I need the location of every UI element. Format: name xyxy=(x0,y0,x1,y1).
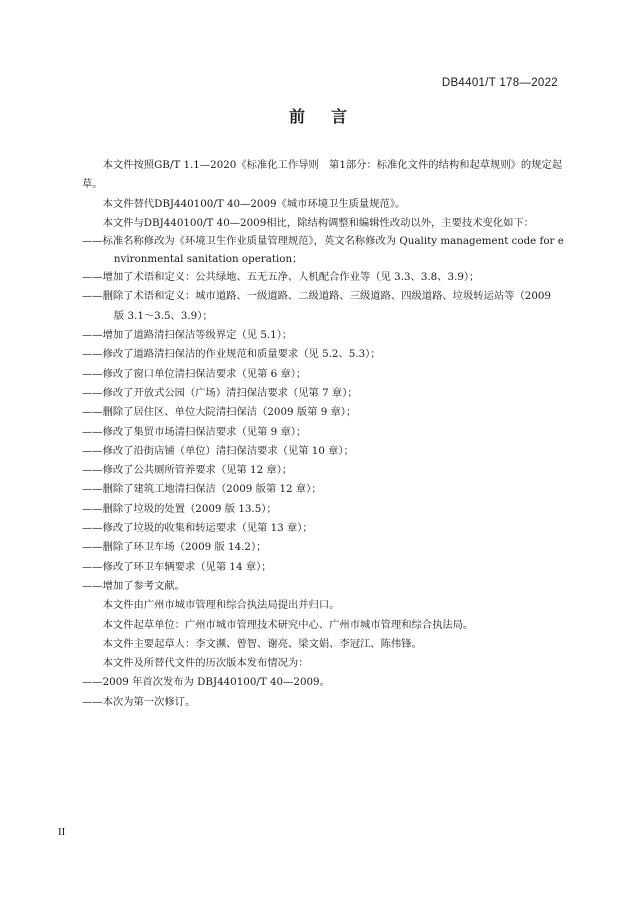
preface-paragraph: 本文件替代DBJ440100/T 40—2009《城市环境卫生质量规范》。 xyxy=(102,197,406,210)
change-list-item: ——删除了建筑工地清扫保洁（2009 版第 12 章）； xyxy=(82,483,322,496)
change-list-item: ——增加了术语和定义：公共绿地、五无五净、人机配合作业等（见 3.3、3.8、3.9）； xyxy=(82,271,480,284)
page-number: II xyxy=(58,826,66,838)
document-code: DB4401/T 178—2022 xyxy=(441,77,558,89)
preface-paragraph: 本文件按照GB/T 1.1—2020《标准化工作导则 第1部分：标准化文件的结构和起草规则》的规定起草。 xyxy=(82,159,563,191)
preface-paragraph: 本文件起草单位：广州市城市管理技术研究中心、广州市城市管理和综合执法局。 xyxy=(102,618,474,631)
change-list-item: ——标准名称修改为《环境卫生作业质量管理规范》，英文名称修改为 Quality management code for environmental sanitation operation； xyxy=(82,235,564,265)
change-list-item: ——修改了开放式公园（广场）清扫保洁要求（见第 7 章）； xyxy=(82,386,358,399)
change-list-item: ——增加了参考文献。 xyxy=(82,579,185,592)
change-list-item: ——2009 年首次发布为 DBJ440100/T 40—2009。 xyxy=(82,676,330,689)
change-list-item: ——修改了公共厕所管养要求（见第 12 章）； xyxy=(82,464,293,477)
change-list-item: ——修改了沿街店铺（单位）清扫保洁要求（见第 10 章）； xyxy=(82,444,354,457)
preface-paragraph: 本文件及所替代文件的历次版本发布情况为： xyxy=(102,657,309,670)
change-list-item: ——修改了环卫车辆要求（见第 14 章）； xyxy=(82,560,272,573)
preface-paragraph: 本文件主要起草人：李文濒、曾智、谢亮、梁文娟、李冠江、陈伟锋。 xyxy=(102,637,422,650)
change-list-item: ——增加了道路清扫保洁等级界定（见 5.1）； xyxy=(82,329,293,342)
preface-paragraph: 本文件与DBJ440100/T 40—2009相比，除结构调整和编辑性改动以外，主要技术变化如下： xyxy=(102,216,534,229)
page-title: 前言 xyxy=(288,107,373,126)
change-list-item: ——删除了居住区、单位大院清扫保洁（2009 版第 9 章）； xyxy=(82,406,357,419)
change-list-item: ——修改了集贸市场清扫保洁要求（见第 9 章）； xyxy=(82,425,307,438)
change-list-item: ——修改了道路清扫保洁的作业规范和质量要求（见 5.2、5.3）； xyxy=(82,348,381,361)
preface-paragraph: 本文件由广州市城市管理和综合执法局提出并归口。 xyxy=(102,599,340,612)
change-list-item: ——删除了垃圾的处置（2009 版 13.5）； xyxy=(82,502,277,515)
change-list-item: ——修改了窗口单位清扫保洁要求（见第 6 章）； xyxy=(82,367,307,380)
change-list-item: ——删除了术语和定义：城市道路、一级道路、二级道路、三级道路、四级道路、垃圾转运站等（2009 版 3.1～3.5、3.9）； xyxy=(82,290,555,322)
preface-body xyxy=(82,156,564,712)
change-list-item: ——本次为第一次修订。 xyxy=(82,695,196,708)
change-list-item: ——修改了垃圾的收集和转运要求（见第 13 章）； xyxy=(82,522,313,535)
change-list-item: ——删除了环卫车场（2009 版 14.2）； xyxy=(82,541,267,554)
